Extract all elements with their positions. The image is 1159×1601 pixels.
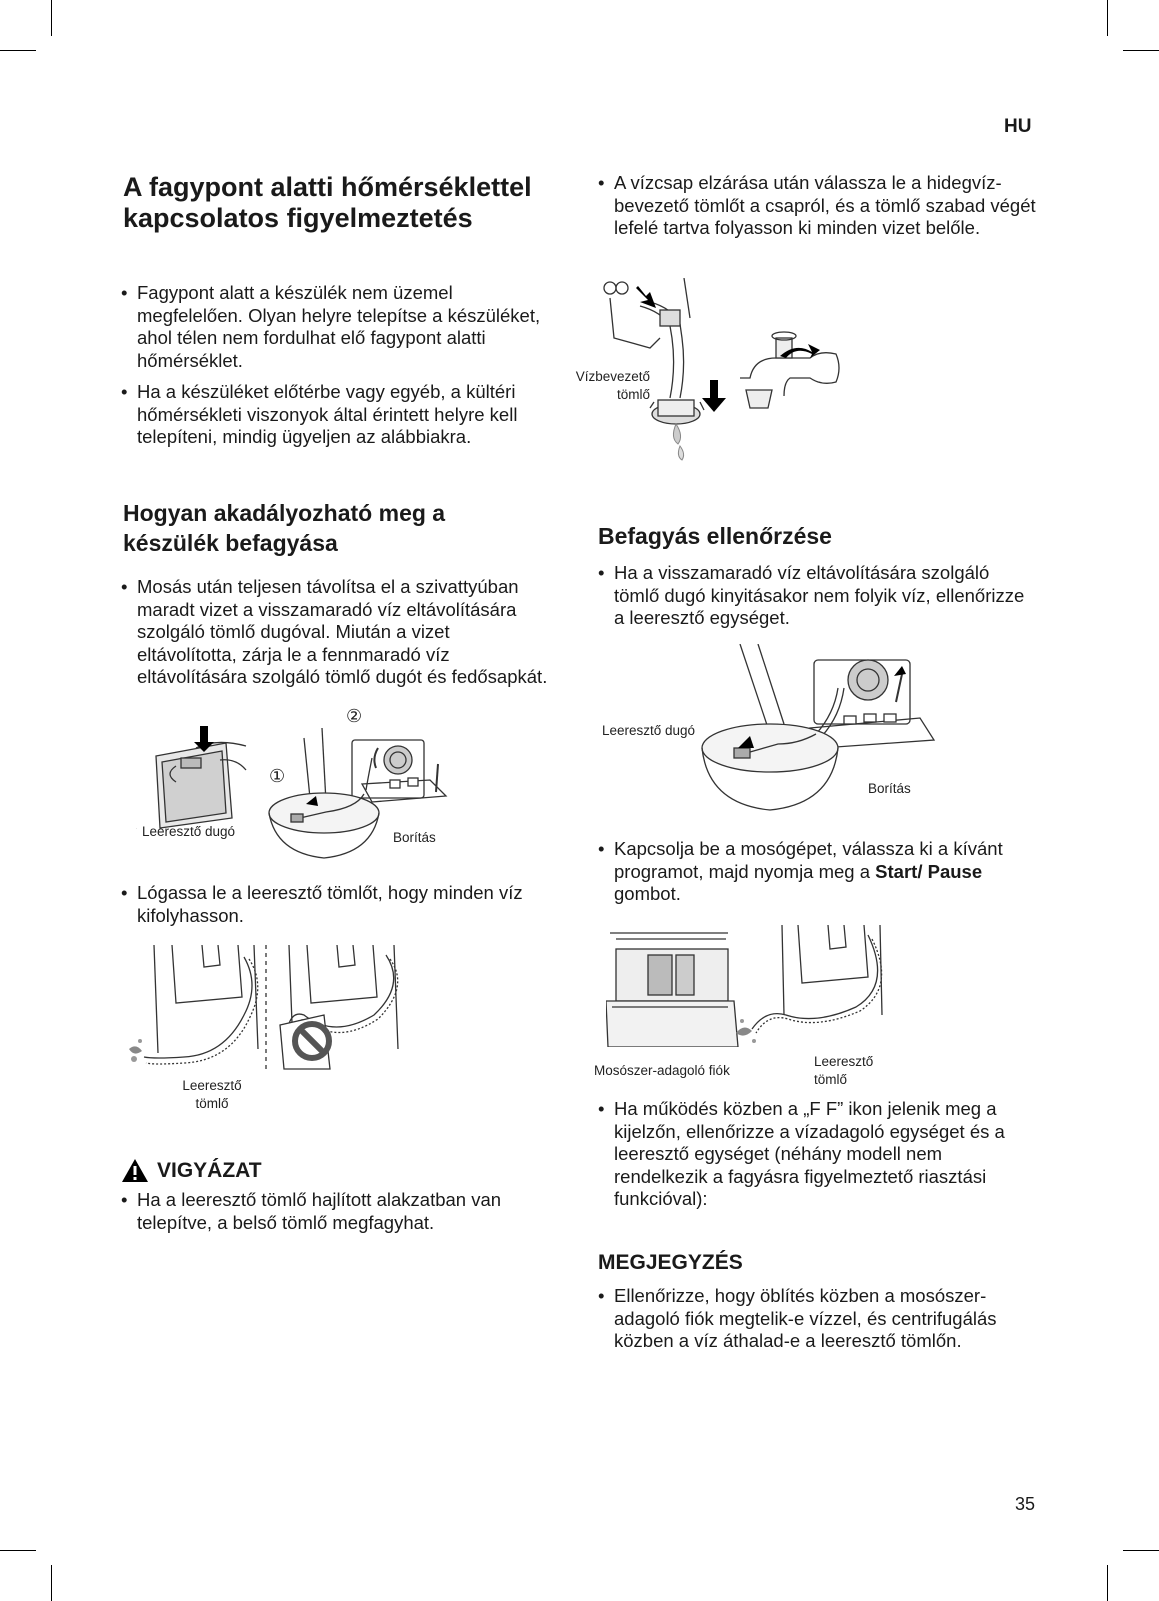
drain-hose-label-right	[814, 1053, 873, 1089]
drain-plug-label-right: Leeresztő dugó	[602, 723, 696, 738]
caution-list	[121, 1189, 553, 1243]
list-item	[598, 838, 1038, 906]
language-code: HU	[1004, 116, 1032, 137]
list-item: • Fagypont alatt a készülék nem üzemel megfelelően. Olyan helyre telepítse a készüléket, ahol télen nem fordulhat elő fagypont alatti hőmérséklet.	[121, 282, 553, 372]
prevent-list	[121, 576, 553, 698]
start-text-before: Kapcsolja be a mosógépet, válassza ki a kívánt programot, majd nyomja meg a	[614, 838, 1003, 882]
start-text-after: gombot.	[614, 883, 681, 904]
inlet-hose-label-line1: Vízbevezető	[575, 369, 650, 384]
crop-mark	[51, 0, 52, 36]
cover-label: Borítás	[393, 830, 436, 845]
ff-error-list	[598, 1098, 1038, 1220]
note-list	[598, 1285, 1038, 1362]
warning-triangle-icon	[121, 1158, 149, 1183]
drain-plug-illustration	[136, 718, 456, 878]
drawer-hose-illustration	[606, 925, 896, 1047]
list-item: • Ellenőrizze, hogy öblítés közben a mosószer-adagoló fiók megtelik-e vízzel, és centrifugálás közben a víz áthalad-e a leeresztő tömlőn.	[598, 1285, 1038, 1353]
page-number: 35	[1015, 1494, 1036, 1514]
list-item: • Ha a visszamaradó víz eltávolítására szolgáló tömlő dugó kinyitásakor nem folyik víz, ellenőrizze a leeresztő egységet.	[598, 562, 1038, 630]
drain-hose-label-line2: tömlő	[195, 1096, 229, 1111]
list-item: • Ha a készüléket előtérbe vagy egyéb, a kültéri hőmérsékleti viszonyok által érintett helyre kell telepíteni, mindig ügyeljen az alábbiakra.	[121, 381, 553, 449]
hang-hose-list	[121, 882, 553, 936]
step-2-marker: ②	[346, 706, 363, 726]
crop-mark	[51, 1565, 52, 1601]
caution-title: VIGYÁZAT	[157, 1158, 262, 1182]
drain-hose-label-right-line1: Leeresztő	[814, 1054, 874, 1069]
start-pause-button-label: Start/ Pause	[875, 860, 983, 882]
list-item: • Ha működés közben a „F F” ikon jelenik meg a kijelzőn, ellenőrizze a vízadagoló egységet és a leeresztő egységet (néhány modell nem rendelkezik a fagyásra figyelmeztető riasztási funkcióval):	[598, 1098, 1038, 1211]
check-list	[598, 562, 1038, 639]
crop-mark	[1107, 1565, 1108, 1601]
section-heading-prevent: Hogyan akadályozható meg a készülék befagyása	[123, 500, 446, 556]
inlet-hose-label-line2: tömlő	[616, 387, 650, 402]
drain-plug-label: Leeresztő dugó	[142, 824, 236, 839]
drain-hose-illustration	[124, 945, 424, 1070]
crop-mark	[0, 50, 36, 51]
step-1-marker: ①	[269, 766, 286, 786]
list-item: • A vízcsap elzárása után válassza le a hidegvíz-bevezető tömlőt a csapról, és a tömlő szabad végét lefelé tartva folyasson ki minden vizet belőle.	[598, 172, 1038, 240]
drain-hose-label-line1: Leeresztő	[182, 1078, 242, 1093]
crop-mark	[1123, 1550, 1159, 1551]
cover-label-right: Borítás	[868, 781, 911, 796]
crop-mark	[1107, 0, 1108, 36]
drain-hose-label-right-line2: tömlő	[814, 1072, 848, 1087]
crop-mark	[0, 1550, 36, 1551]
page-title: A fagypont alatti hőmérséklettel kapcsolatos figyelmeztetés	[123, 172, 532, 233]
section-heading-check: Befagyás ellenőrzése	[598, 523, 832, 549]
inlet-hose-label	[566, 368, 650, 404]
drain-hose-label	[172, 1077, 252, 1113]
caution-header	[121, 1158, 262, 1183]
crop-mark	[1123, 50, 1159, 51]
list-item: • Ha a leeresztő tömlő hajlított alakzatban van telepítve, a belső tömlő megfagyhat.	[121, 1189, 553, 1234]
start-list	[598, 838, 1038, 915]
note-title: MEGJEGYZÉS	[598, 1251, 743, 1274]
list-item: • Lógassa le a leeresztő tömlőt, hogy minden víz kifolyhasson.	[121, 882, 553, 927]
detergent-drawer-label: Mosószer-adagoló fiók	[594, 1063, 730, 1078]
list-item: • Mosás után teljesen távolítsa el a szivattyúban maradt vizet a visszamaradó víz eltávolítására szolgáló tömlő dugóval. Miután a vizet eltávolította, zárja le a fennmaradó víz eltávolítására szolgáló tömlő dugót és fedősapkát.	[121, 576, 553, 689]
intro-list	[121, 282, 553, 458]
tap-list	[598, 172, 1038, 249]
